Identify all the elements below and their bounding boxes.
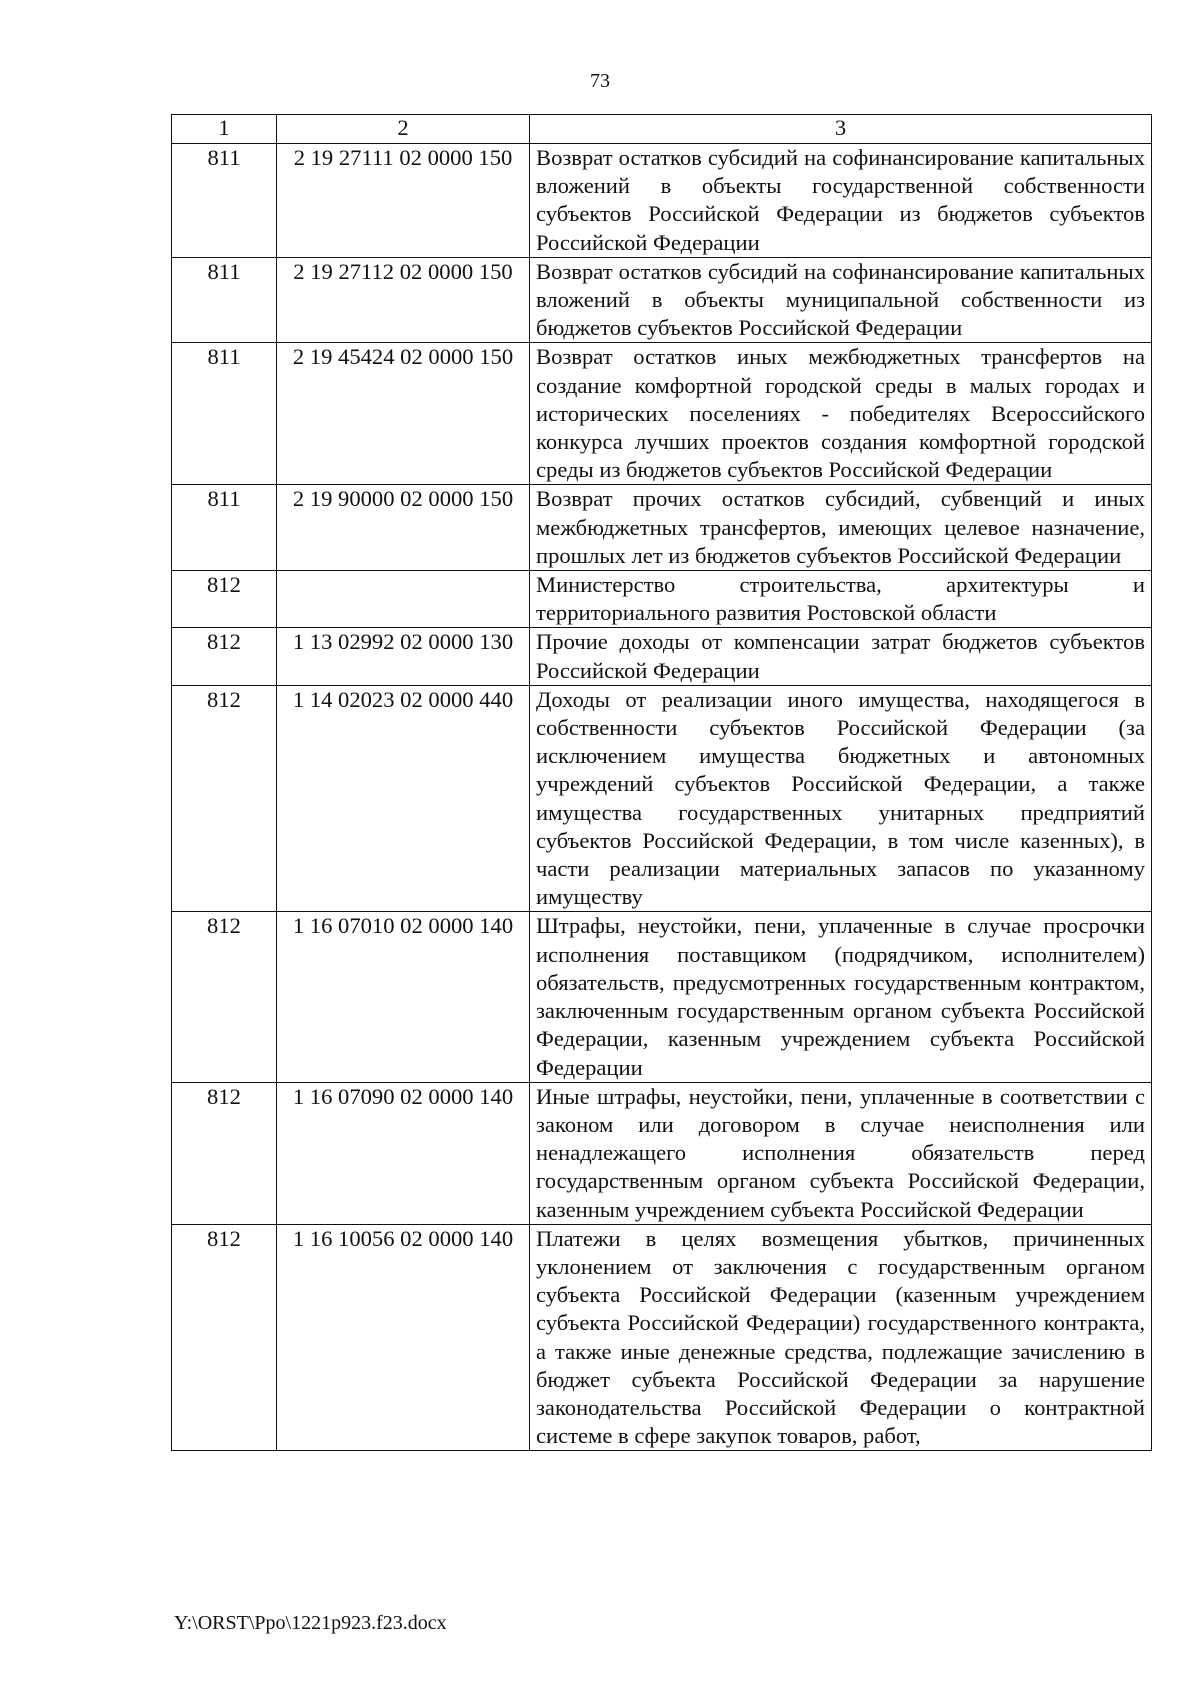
table-row bbox=[172, 343, 1152, 485]
income-code-cell: 1 13 02992 02 0000 130 bbox=[277, 628, 530, 685]
description-cell: Доходы от реализации иного имущества, находящегося в собственности субъектов Российской Федерации (за исключением имущества бюджетных и автономных учреждений субъектов Российской Федерации, а также имущества государственных унитарных предприятий субъектов Российской Федерации, в том числе казенных), в части реализации материальных запасов по указанному имуществу bbox=[530, 685, 1152, 912]
income-code-cell: 1 14 02023 02 0000 440 bbox=[277, 685, 530, 912]
admin-code-cell: 812 bbox=[172, 685, 277, 912]
income-code-cell: 1 16 07010 02 0000 140 bbox=[277, 912, 530, 1082]
income-code-cell: 1 16 07090 02 0000 140 bbox=[277, 1082, 530, 1224]
table-row bbox=[172, 571, 1152, 628]
admin-code-cell: 812 bbox=[172, 1224, 277, 1451]
footer-file-path: Y:\ORST\Ppo\1221p923.f23.docx bbox=[174, 1612, 447, 1634]
income-code-cell bbox=[277, 571, 530, 628]
admin-code-cell: 811 bbox=[172, 343, 277, 485]
income-code-cell: 2 19 90000 02 0000 150 bbox=[277, 485, 530, 571]
admin-code-cell: 812 bbox=[172, 628, 277, 685]
admin-code-cell: 812 bbox=[172, 912, 277, 1082]
income-code-cell: 2 19 45424 02 0000 150 bbox=[277, 343, 530, 485]
admin-code-cell: 811 bbox=[172, 257, 277, 343]
description-cell: Иные штрафы, неустойки, пени, уплаченные в соответствии с законом или договором в случае неисполнения или ненадлежащего исполнения обязательств перед государственным органом субъекта Российской Федерации, казенным учреждением субъекта Российской Федерации bbox=[530, 1082, 1152, 1224]
header-col-1: 1 bbox=[172, 115, 277, 144]
admin-code-cell: 811 bbox=[172, 144, 277, 258]
header-col-2: 2 bbox=[277, 115, 530, 144]
table-row bbox=[172, 628, 1152, 685]
table-row bbox=[172, 1224, 1152, 1451]
description-cell: Прочие доходы от компенсации затрат бюджетов субъектов Российской Федерации bbox=[530, 628, 1152, 685]
description-cell: Платежи в целях возмещения убытков, причиненных уклонением от заключения с государственным органом субъекта Российской Федерации (казенным учреждением субъекта Российской Федерации) государственного контракта, а также иные денежные средства, подлежащие зачислению в бюджет субъекта Российской Федерации за нарушение законодательства Российской Федерации о контрактной системе в сфере закупок товаров, работ, bbox=[530, 1224, 1152, 1451]
description-cell: Штрафы, неустойки, пени, уплаченные в случае просрочки исполнения поставщиком (подрядчиком, исполнителем) обязательств, предусмотренных государственным контрактом, заключенным государственным органом субъекта Российской Федерации, казенным учреждением субъекта Российской Федерации bbox=[530, 912, 1152, 1082]
table-row bbox=[172, 485, 1152, 571]
header-row bbox=[172, 115, 1152, 144]
header-col-3: 3 bbox=[530, 115, 1152, 144]
table-header bbox=[172, 115, 1152, 144]
income-code-cell: 1 16 10056 02 0000 140 bbox=[277, 1224, 530, 1451]
income-codes-table bbox=[171, 114, 1152, 1451]
admin-code-cell: 812 bbox=[172, 571, 277, 628]
table-row bbox=[172, 144, 1152, 258]
table-row bbox=[172, 912, 1152, 1082]
admin-code-cell: 811 bbox=[172, 485, 277, 571]
table-row bbox=[172, 257, 1152, 343]
page-number: 73 bbox=[590, 70, 610, 92]
description-cell: Возврат остатков субсидий на софинансирование капитальных вложений в объекты государственной собственности субъектов Российской Федерации из бюджетов субъектов Российской Федерации bbox=[530, 144, 1152, 258]
income-code-cell: 2 19 27111 02 0000 150 bbox=[277, 144, 530, 258]
table-row bbox=[172, 1082, 1152, 1224]
description-cell: Возврат остатков субсидий на софинансирование капитальных вложений в объекты муниципальной собственности из бюджетов субъектов Российской Федерации bbox=[530, 257, 1152, 343]
description-cell: Возврат остатков иных межбюджетных трансфертов на создание комфортной городской среды в малых городах и исторических поселениях - победителях Всероссийского конкурса лучших проектов создания комфортной городской среды из бюджетов субъектов Российской Федерации bbox=[530, 343, 1152, 485]
description-cell: Возврат прочих остатков субсидий, субвенций и иных межбюджетных трансфертов, имеющих целевое назначение, прошлых лет из бюджетов субъектов Российской Федерации bbox=[530, 485, 1152, 571]
admin-code-cell: 812 bbox=[172, 1082, 277, 1224]
table-row bbox=[172, 685, 1152, 912]
table-body bbox=[172, 144, 1152, 1451]
income-code-cell: 2 19 27112 02 0000 150 bbox=[277, 257, 530, 343]
description-cell: Министерство строительства, архитектуры и территориального развития Ростовской области bbox=[530, 571, 1152, 628]
